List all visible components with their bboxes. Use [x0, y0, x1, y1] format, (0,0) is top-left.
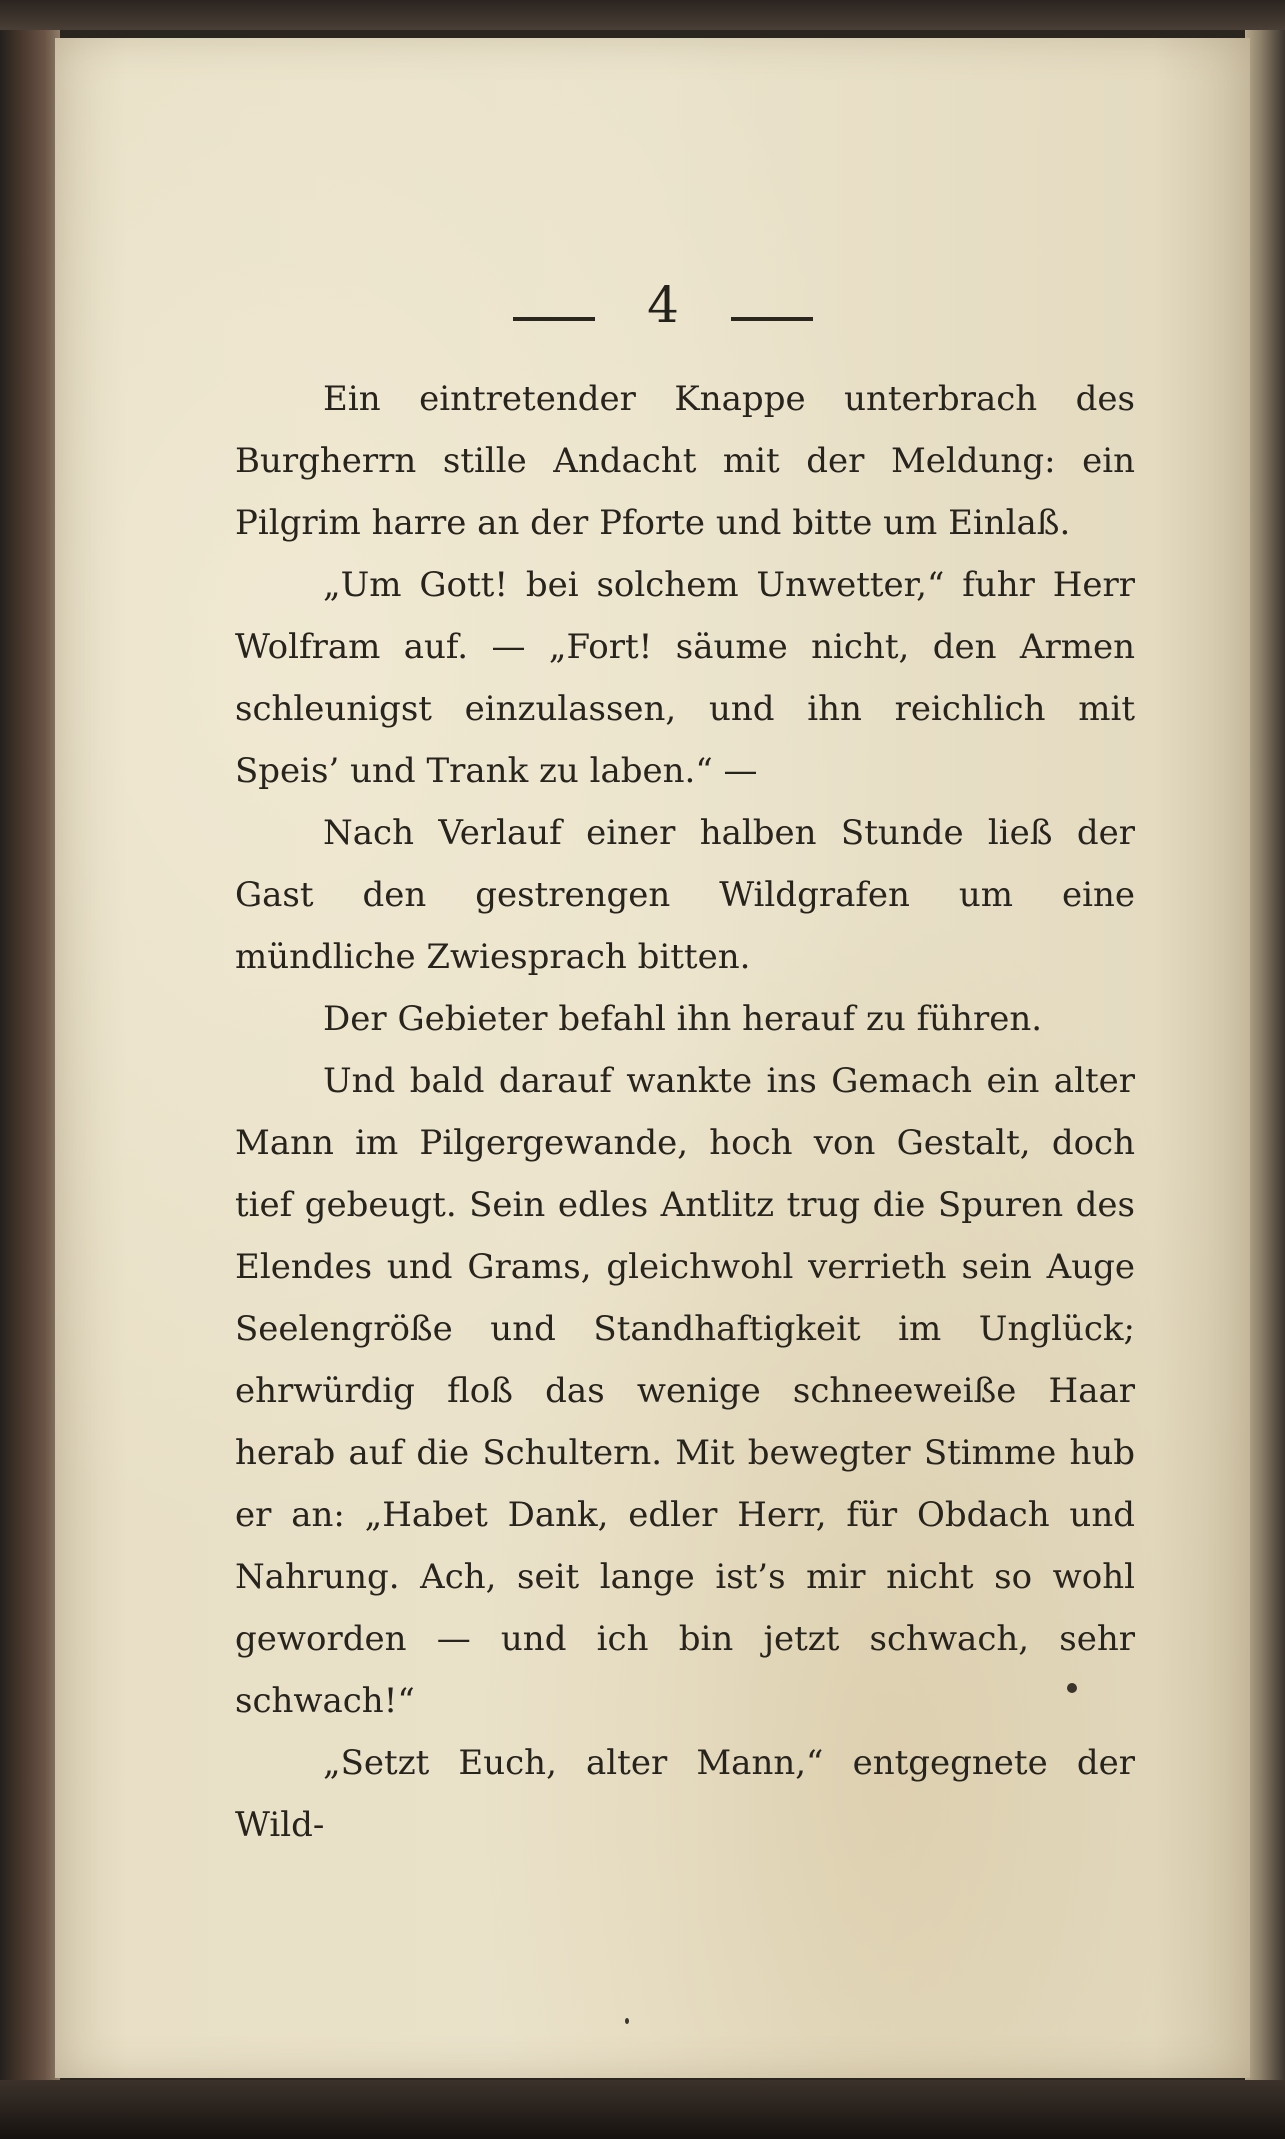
paper-speck — [1067, 1683, 1077, 1693]
body-text — [235, 368, 1135, 1856]
paper-speck — [625, 2018, 629, 2024]
paragraph: Ein eintretender Knappe unterbrach des Burgherrn stille Andacht mit der Meldung: ein Pilgrim harre an der Pforte und bitte um Einlaß. — [235, 379, 1135, 543]
paragraph: Und bald darauf wankte ins Gemach ein alter Mann im Pilgergewande, hoch von Gestalt, doch tief gebeugt. Sein edles Antlitz trug die Spuren des Elendes und Grams, gleichwohl verrieth sein Auge Seelengröße und Standhaftigkeit im Unglück; ehrwürdig floß das wenige schneeweiße Haar herab auf die Schultern. Mit bewegter Stimme hub er an: „Habet Dank, edler Herr, für Obdach und Nahrung. Ach, seit lange ist’s mir nicht so wohl geworden — und ich bin jetzt schwach, sehr schwach!“ — [235, 1061, 1135, 1721]
page-edges — [1245, 30, 1285, 2080]
book-cover-top-edge — [0, 0, 1285, 30]
page-number: 4 — [647, 276, 679, 334]
paragraph: „Setzt Euch, alter Mann,“ entgegnete der Wild- — [235, 1743, 1135, 1845]
book-spine — [0, 30, 60, 2080]
book-page — [55, 38, 1250, 2078]
header-rule-left — [513, 317, 595, 321]
paragraph: Der Gebieter befahl ihn herauf zu führen. — [323, 999, 1043, 1039]
header-rule-right — [731, 317, 813, 321]
paragraph: Nach Verlauf einer halben Stunde ließ der Gast den gestrengen Wildgrafen um eine mündliche Zwiesprach bitten. — [235, 813, 1135, 977]
book-cover-bottom-edge — [0, 2080, 1285, 2139]
paragraph: „Um Gott! bei solchem Unwetter,“ fuhr Herr Wolfram auf. — „Fort! säume nicht, den Armen schleunigst einzulassen, und ihn reichlich mit Speis’ und Trank zu laben.“ — — [235, 565, 1135, 791]
page-header — [55, 270, 1250, 350]
